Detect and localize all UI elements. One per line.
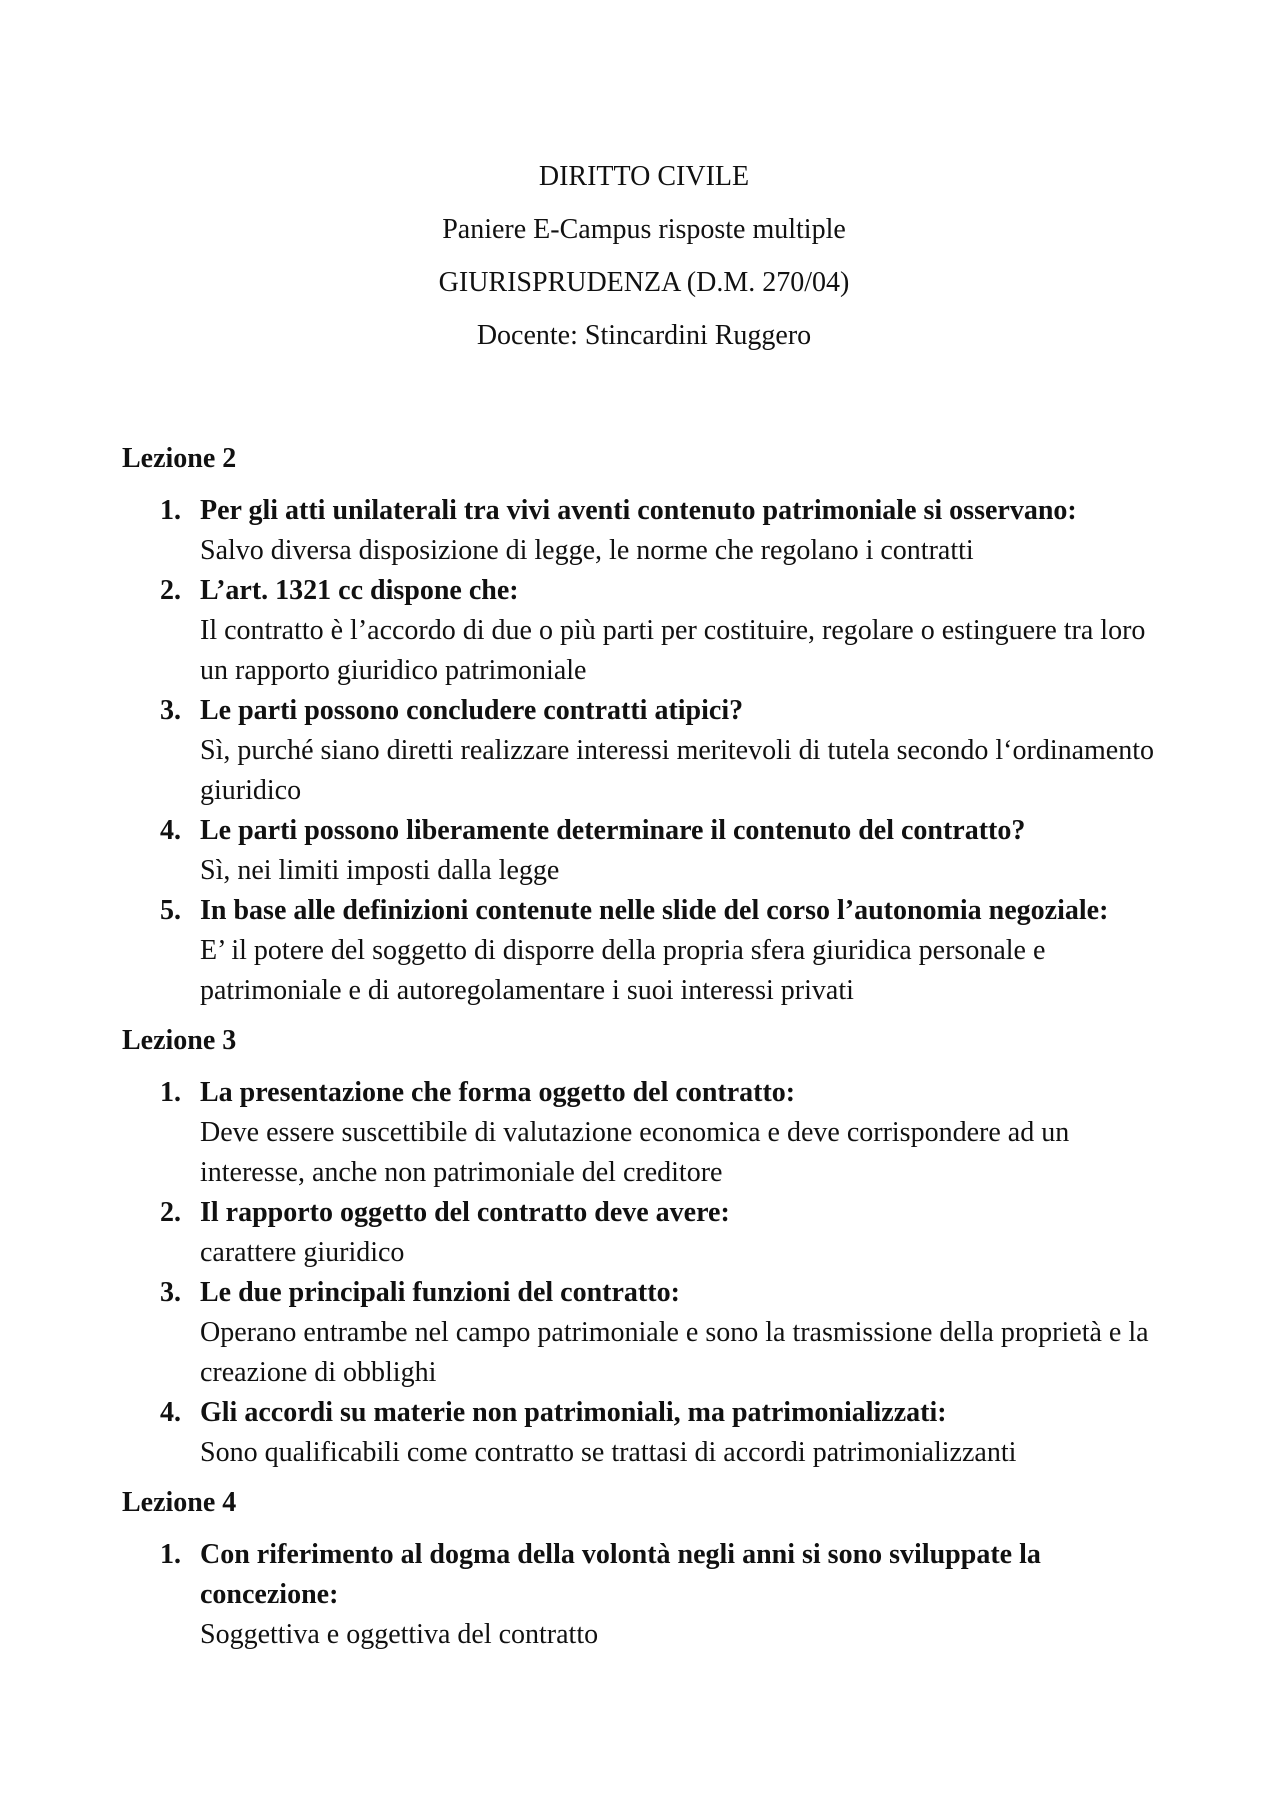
question-number: 1. bbox=[160, 1077, 181, 1108]
answer-text: Operano entrambe nel campo patrimoniale e sono la trasmissione della proprietà e la creazione di obblighi bbox=[200, 1317, 1149, 1388]
document-title: DIRITTO CIVILE bbox=[538, 161, 750, 192]
answer-text: carattere giuridico bbox=[200, 1237, 405, 1268]
lesson-title: Lezione 3 bbox=[122, 1025, 237, 1056]
question-text: Le parti possono liberamente determinare il contenuto del contratto? bbox=[200, 815, 1026, 846]
question-item bbox=[122, 491, 1162, 571]
lesson-section-2 bbox=[122, 439, 1162, 1011]
question-number: 3. bbox=[160, 1277, 181, 1308]
question-number: 4. bbox=[160, 1397, 181, 1428]
answer-text: Salvo diversa disposizione di legge, le norme che regolano i contratti bbox=[200, 535, 974, 566]
course-name: GIURISPRUDENZA (D.M. 270/04) bbox=[438, 267, 850, 298]
question-text: La presentazione che forma oggetto del contratto: bbox=[200, 1077, 796, 1108]
question-item bbox=[122, 571, 1162, 691]
question-number: 4. bbox=[160, 815, 181, 846]
answer-text: Deve essere suscettibile di valutazione economica e deve corrispondere ad un interesse, anche non patrimoniale del creditore bbox=[200, 1117, 1070, 1188]
answer-text: Sì, purché siano diretti realizzare interessi meritevoli di tutela secondo l‘ordinamento giuridico bbox=[200, 735, 1155, 806]
question-text: In base alle definizioni contenute nelle slide del corso l’autonomia negoziale: bbox=[200, 895, 1109, 926]
question-number: 5. bbox=[160, 895, 181, 926]
answer-text: Sì, nei limiti imposti dalla legge bbox=[200, 855, 560, 886]
question-text: Le due principali funzioni del contratto: bbox=[200, 1277, 680, 1308]
question-item bbox=[122, 1535, 1162, 1655]
question-number: 3. bbox=[160, 695, 181, 726]
question-item bbox=[122, 891, 1162, 1011]
question-number: 1. bbox=[160, 1539, 181, 1570]
question-item bbox=[122, 1273, 1162, 1393]
lesson-section-4 bbox=[122, 1483, 1162, 1655]
question-list bbox=[122, 1535, 1162, 1655]
question-text: Il rapporto oggetto del contratto deve avere: bbox=[200, 1197, 730, 1228]
question-list bbox=[122, 491, 1162, 1011]
answer-text: Soggettiva e oggettiva del contratto bbox=[200, 1619, 599, 1650]
question-number: 2. bbox=[160, 575, 181, 606]
answer-text: E’ il potere del soggetto di disporre della propria sfera giuridica personale e patrimoniale e di autoregolamentare i suoi interessi privati bbox=[200, 935, 1046, 1006]
question-item bbox=[122, 811, 1162, 891]
question-item bbox=[122, 1193, 1162, 1273]
question-item bbox=[122, 691, 1162, 811]
lesson-section-3 bbox=[122, 1021, 1162, 1473]
answer-text: Sono qualificabili come contratto se trattasi di accordi patrimonializzanti bbox=[200, 1437, 1017, 1468]
question-item bbox=[122, 1073, 1162, 1193]
teacher-name: Docente: Stincardini Ruggero bbox=[476, 320, 812, 351]
question-text: Gli accordi su materie non patrimoniali, ma patrimonializzati: bbox=[200, 1397, 947, 1428]
document-header bbox=[8, 150, 1280, 362]
question-text: Per gli atti unilaterali tra vivi aventi contenuto patrimoniale si osservano: bbox=[200, 495, 1077, 526]
question-item bbox=[122, 1393, 1162, 1473]
question-list bbox=[122, 1073, 1162, 1473]
question-number: 1. bbox=[160, 495, 181, 526]
question-text: Le parti possono concludere contratti atipici? bbox=[200, 695, 744, 726]
question-text: L’art. 1321 cc dispone che: bbox=[200, 575, 519, 606]
answer-text: Il contratto è l’accordo di due o più parti per costituire, regolare o estinguere tra loro un rapporto giuridico patrimoniale bbox=[200, 615, 1146, 686]
lesson-title: Lezione 2 bbox=[122, 443, 237, 474]
question-text: Con riferimento al dogma della volontà negli anni si sono sviluppate la concezione: bbox=[200, 1539, 1041, 1610]
document-subtitle: Paniere E-Campus risposte multiple bbox=[442, 214, 846, 245]
question-number: 2. bbox=[160, 1197, 181, 1228]
lesson-title: Lezione 4 bbox=[122, 1487, 237, 1518]
